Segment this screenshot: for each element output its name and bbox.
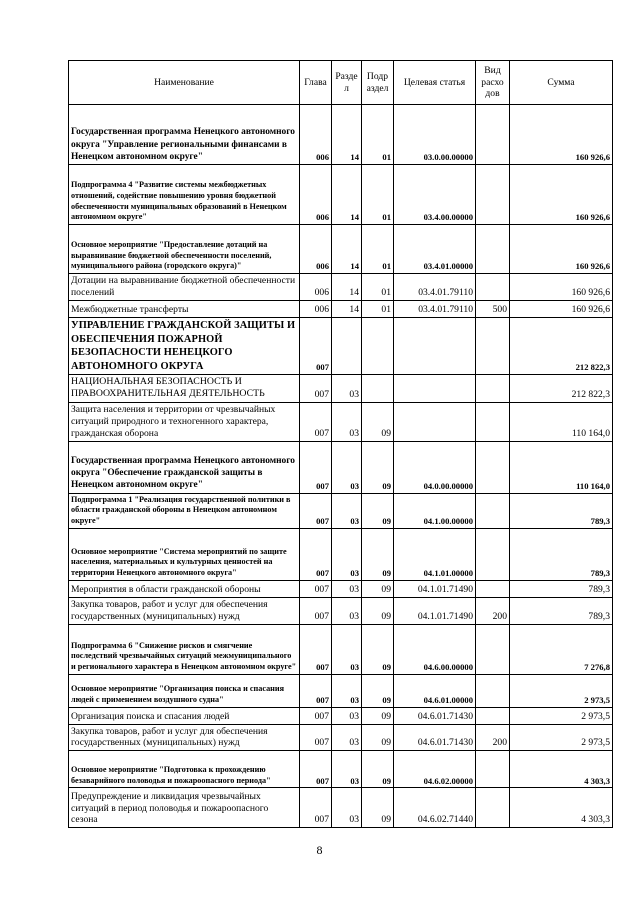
table-row — [69, 402, 613, 441]
header-name: Наименование — [69, 61, 300, 105]
table-row — [69, 624, 613, 674]
row-razdel: 03 — [332, 375, 362, 402]
table-row — [69, 707, 613, 724]
row-razdel: 03 — [332, 580, 362, 597]
table-row — [69, 674, 613, 707]
row-podrazdel: 01 — [362, 225, 394, 274]
row-glava: 007 — [300, 707, 332, 724]
row-celevaya: 03.0.00.00000 — [394, 105, 476, 165]
row-glava: 006 — [300, 225, 332, 274]
table-row — [69, 225, 613, 274]
row-podrazdel: 09 — [362, 493, 394, 528]
row-glava: 006 — [300, 165, 332, 225]
row-razdel: 14 — [332, 274, 362, 301]
table-row — [69, 318, 613, 375]
row-glava: 007 — [300, 597, 332, 624]
row-razdel: 03 — [332, 441, 362, 493]
row-vid: 200 — [476, 724, 510, 751]
row-vid — [476, 624, 510, 674]
row-vid — [476, 528, 510, 580]
row-podrazdel — [362, 375, 394, 402]
row-vid — [476, 441, 510, 493]
row-summa: 160 926,6 — [510, 105, 613, 165]
row-vid — [476, 674, 510, 707]
row-glava: 007 — [300, 724, 332, 751]
row-celevaya: 04.6.02.00000 — [394, 751, 476, 788]
row-glava: 007 — [300, 674, 332, 707]
row-glava: 007 — [300, 441, 332, 493]
row-glava: 007 — [300, 528, 332, 580]
row-summa: 160 926,6 — [510, 274, 613, 301]
table-row — [69, 375, 613, 402]
row-podrazdel: 01 — [362, 105, 394, 165]
table-header-row — [69, 61, 613, 105]
table-row — [69, 597, 613, 624]
row-summa: 2 973,5 — [510, 707, 613, 724]
row-vid — [476, 493, 510, 528]
header-podrazdel: Подр аздел — [362, 61, 394, 105]
table-row — [69, 580, 613, 597]
row-name: Государственная программа Ненецкого автономного округа "Обеспечение гражданской защиты в Ненецком автономном округе" — [69, 441, 300, 493]
table-row — [69, 751, 613, 788]
row-celevaya: 04.6.00.00000 — [394, 624, 476, 674]
row-vid — [476, 105, 510, 165]
row-vid — [476, 580, 510, 597]
row-glava: 006 — [300, 274, 332, 301]
row-name: Организация поиска и спасания людей — [69, 707, 300, 724]
row-celevaya — [394, 318, 476, 375]
row-celevaya: 04.1.00.00000 — [394, 493, 476, 528]
header-vid: Вид расхо дов — [476, 61, 510, 105]
row-celevaya — [394, 402, 476, 441]
row-name: Мероприятия в области гражданской обороны — [69, 580, 300, 597]
row-summa: 2 973,5 — [510, 724, 613, 751]
row-vid — [476, 751, 510, 788]
row-glava: 007 — [300, 788, 332, 828]
row-glava: 007 — [300, 624, 332, 674]
row-name: Межбюджетные трансферты — [69, 301, 300, 318]
row-summa: 212 822,3 — [510, 318, 613, 375]
row-razdel: 14 — [332, 301, 362, 318]
row-name: Основное мероприятие "Система мероприятий по защите населения, материальных и культурных ценностей на территории Ненецкого автономного округа" — [69, 528, 300, 580]
row-name: Защита населения и территории от чрезвычайных ситуаций природного и техногенного характера, гражданская оборона — [69, 402, 300, 441]
row-glava: 006 — [300, 105, 332, 165]
row-name: Подпрограмма 1 "Реализация государственной политики в области гражданской обороны в Ненецком автономном округе" — [69, 493, 300, 528]
row-celevaya: 04.0.00.00000 — [394, 441, 476, 493]
row-razdel — [332, 318, 362, 375]
row-podrazdel: 09 — [362, 788, 394, 828]
row-summa: 4 303,3 — [510, 788, 613, 828]
row-podrazdel: 09 — [362, 597, 394, 624]
row-name: НАЦИОНАЛЬНАЯ БЕЗОПАСНОСТЬ И ПРАВООХРАНИТЕЛЬНАЯ ДЕЯТЕЛЬНОСТЬ — [69, 375, 300, 402]
row-celevaya: 04.1.01.71490 — [394, 597, 476, 624]
row-vid — [476, 375, 510, 402]
row-vid: 500 — [476, 301, 510, 318]
row-podrazdel: 09 — [362, 580, 394, 597]
row-razdel: 03 — [332, 528, 362, 580]
row-vid — [476, 707, 510, 724]
header-celevaya: Целевая статья — [394, 61, 476, 105]
row-summa: 160 926,6 — [510, 225, 613, 274]
table-row — [69, 724, 613, 751]
row-razdel: 03 — [332, 624, 362, 674]
table-row — [69, 788, 613, 828]
row-celevaya: 03.4.01.79110 — [394, 301, 476, 318]
row-name: Основное мероприятие "Подготовка к прохождению безаварийного половодья и пожароопасного периода" — [69, 751, 300, 788]
row-glava: 007 — [300, 493, 332, 528]
budget-table — [68, 60, 613, 828]
row-summa: 789,3 — [510, 493, 613, 528]
row-summa: 110 164,0 — [510, 441, 613, 493]
row-razdel: 03 — [332, 751, 362, 788]
row-summa: 160 926,6 — [510, 165, 613, 225]
row-summa: 110 164,0 — [510, 402, 613, 441]
row-name: Основное мероприятие "Организация поиска и спасания людей с применением воздушного судна" — [69, 674, 300, 707]
table-row — [69, 301, 613, 318]
row-name: Предупреждение и ликвидация чрезвычайных ситуаций в период половодья и пожароопасного сезона — [69, 788, 300, 828]
row-celevaya: 03.4.01.00000 — [394, 225, 476, 274]
row-summa: 789,3 — [510, 597, 613, 624]
row-summa: 4 303,3 — [510, 751, 613, 788]
row-glava: 007 — [300, 402, 332, 441]
row-vid — [476, 165, 510, 225]
row-razdel: 14 — [332, 165, 362, 225]
row-summa: 160 926,6 — [510, 301, 613, 318]
table-row — [69, 441, 613, 493]
row-name: Государственная программа Ненецкого автономного округа "Управление региональными финансами в Ненецком автономном округе" — [69, 105, 300, 165]
table-row — [69, 528, 613, 580]
row-podrazdel: 01 — [362, 165, 394, 225]
row-razdel: 14 — [332, 105, 362, 165]
row-summa: 212 822,3 — [510, 375, 613, 402]
row-razdel: 03 — [332, 674, 362, 707]
table-row — [69, 105, 613, 165]
row-name: Основное мероприятие "Предоставление дотаций на выравнивание бюджетной обеспеченности поселений, муниципального района (городского округа)" — [69, 225, 300, 274]
row-glava: 007 — [300, 318, 332, 375]
row-summa: 2 973,5 — [510, 674, 613, 707]
row-razdel: 03 — [332, 724, 362, 751]
row-podrazdel: 09 — [362, 751, 394, 788]
row-podrazdel: 09 — [362, 528, 394, 580]
row-name: Подпрограмма 6 "Снижение рисков и смягчение последствий чрезвычайных ситуаций межмуниципального и регионального характера в Ненецком автономном округе" — [69, 624, 300, 674]
row-vid: 200 — [476, 597, 510, 624]
row-podrazdel: 09 — [362, 402, 394, 441]
row-celevaya: 04.6.01.00000 — [394, 674, 476, 707]
row-name: Закупка товаров, работ и услуг для обеспечения государственных (муниципальных) нужд — [69, 724, 300, 751]
row-glava: 006 — [300, 301, 332, 318]
row-celevaya — [394, 375, 476, 402]
row-razdel: 03 — [332, 402, 362, 441]
row-celevaya: 04.1.01.00000 — [394, 528, 476, 580]
row-razdel: 03 — [332, 707, 362, 724]
row-celevaya: 03.4.01.79110 — [394, 274, 476, 301]
row-vid — [476, 402, 510, 441]
row-summa: 789,3 — [510, 580, 613, 597]
row-name: Дотации на выравнивание бюджетной обеспеченности поселений — [69, 274, 300, 301]
row-name: УПРАВЛЕНИЕ ГРАЖДАНСКОЙ ЗАЩИТЫ И ОБЕСПЕЧЕНИЯ ПОЖАРНОЙ БЕЗОПАСНОСТИ НЕНЕЦКОГО АВТОНОМНОГО ОКРУГА — [69, 318, 300, 375]
row-glava: 007 — [300, 375, 332, 402]
row-podrazdel: 09 — [362, 674, 394, 707]
row-celevaya: 03.4.00.00000 — [394, 165, 476, 225]
table-row — [69, 493, 613, 528]
table-row — [69, 165, 613, 225]
row-celevaya: 04.6.02.71440 — [394, 788, 476, 828]
row-vid — [476, 274, 510, 301]
row-razdel: 14 — [332, 225, 362, 274]
row-name: Закупка товаров, работ и услуг для обеспечения государственных (муниципальных) нужд — [69, 597, 300, 624]
row-razdel: 03 — [332, 493, 362, 528]
row-name: Подпрограмма 4 "Развитие системы межбюджетных отношений, содействие повышению уровня бюджетной обеспеченности муниципальных образований в Ненецком автономном округе" — [69, 165, 300, 225]
row-podrazdel — [362, 318, 394, 375]
row-podrazdel: 09 — [362, 707, 394, 724]
row-celevaya: 04.6.01.71430 — [394, 724, 476, 751]
row-vid — [476, 225, 510, 274]
row-razdel: 03 — [332, 597, 362, 624]
row-vid — [476, 788, 510, 828]
table-row — [69, 274, 613, 301]
row-podrazdel: 09 — [362, 724, 394, 751]
row-podrazdel: 09 — [362, 441, 394, 493]
row-summa: 789,3 — [510, 528, 613, 580]
row-razdel: 03 — [332, 788, 362, 828]
row-celevaya: 04.1.01.71490 — [394, 580, 476, 597]
row-summa: 7 276,8 — [510, 624, 613, 674]
header-razdel: Разде л — [332, 61, 362, 105]
row-glava: 007 — [300, 580, 332, 597]
page-number: 8 — [316, 843, 323, 857]
row-podrazdel: 01 — [362, 274, 394, 301]
row-vid — [476, 318, 510, 375]
header-glava: Глава — [300, 61, 332, 105]
row-celevaya: 04.6.01.71430 — [394, 707, 476, 724]
row-podrazdel: 09 — [362, 624, 394, 674]
row-glava: 007 — [300, 751, 332, 788]
row-podrazdel: 01 — [362, 301, 394, 318]
header-summa: Сумма — [510, 61, 613, 105]
